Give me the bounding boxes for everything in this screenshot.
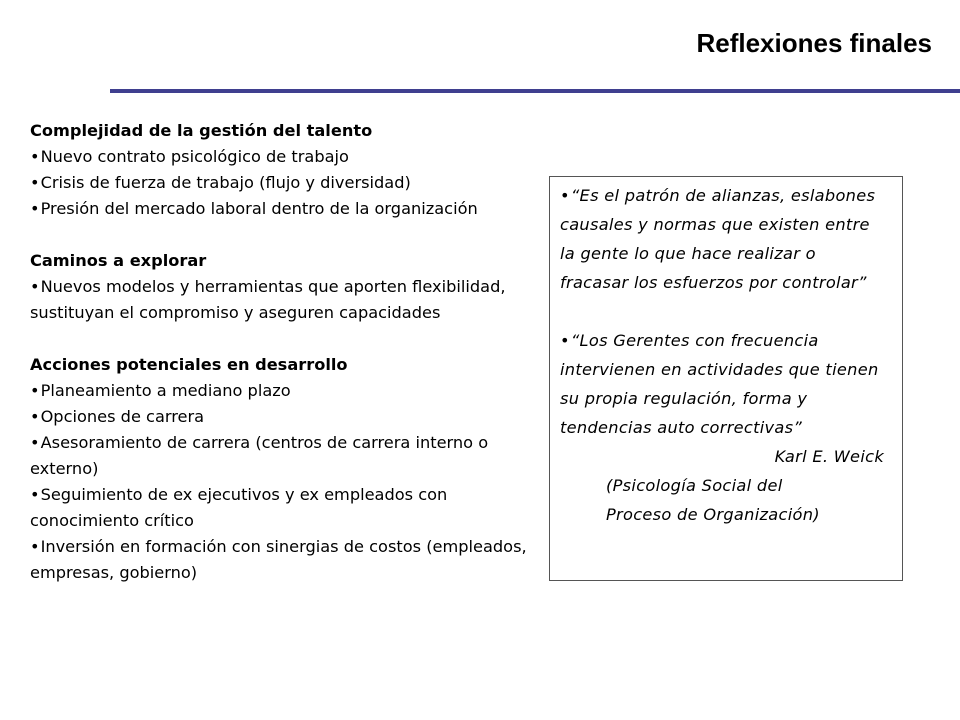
bullet-item — [30, 274, 530, 326]
section-heading: Acciones potenciales en desarrollo — [30, 355, 348, 374]
section-paths-to-explore — [30, 248, 530, 326]
bullet-item — [30, 404, 530, 430]
bullet-item — [30, 196, 530, 222]
bullet-item — [30, 378, 530, 404]
quote-author: Karl E. Weick — [774, 447, 884, 466]
quote-item — [560, 181, 888, 297]
bullet-dot: • — [560, 331, 570, 350]
bullet-text: Inversión en formación con sinergias de costos (empleados, empresas, gobierno) — [30, 537, 527, 582]
bullet-dot: • — [30, 537, 40, 556]
bullet-text: Presión del mercado laboral dentro de la organización — [40, 199, 478, 218]
bullet-text: Opciones de carrera — [40, 407, 205, 426]
quote-box — [549, 176, 903, 581]
quote-source: (Psicología Social del — [606, 476, 783, 495]
bullet-text: Crisis de fuerza de trabajo (flujo y diversidad) — [40, 173, 411, 192]
section-talent-complexity — [30, 118, 530, 222]
bullet-item — [30, 534, 530, 586]
main-content — [30, 118, 530, 612]
quote-item — [560, 326, 888, 442]
quote-source: Proceso de Organización) — [606, 505, 820, 524]
bullet-dot: • — [30, 433, 40, 452]
bullet-text: Asesoramiento de carrera (centros de carrera interno o externo) — [30, 433, 489, 478]
bullet-dot: • — [30, 147, 40, 166]
bullet-dot: • — [30, 199, 40, 218]
bullet-dot: • — [560, 186, 570, 205]
bullet-text: Nuevo contrato psicológico de trabajo — [40, 147, 349, 166]
bullet-dot: • — [30, 381, 40, 400]
bullet-text: Nuevos modelos y herramientas que aporten flexibilidad, sustituyan el compromiso y aseguren capacidades — [30, 277, 506, 322]
quote-text: “Los Gerentes con frecuencia intervienen en actividades que tienen su propia regulación, forma y tendencias auto correctivas” — [560, 331, 879, 437]
bullet-item — [30, 170, 530, 196]
quote-text: “Es el patrón de alianzas, eslabones causales y normas que existen entre la gente lo que hace realizar o fracasar los esfuerzos por controlar” — [560, 186, 876, 292]
title-underline — [110, 89, 960, 93]
bullet-text: Planeamiento a mediano plazo — [40, 381, 291, 400]
slide-title: Reflexiones finales — [696, 28, 932, 58]
bullet-dot: • — [30, 407, 40, 426]
section-heading: Caminos a explorar — [30, 251, 207, 270]
bullet-dot: • — [30, 485, 40, 504]
bullet-text: Seguimiento de ex ejecutivos y ex empleados con conocimiento crítico — [30, 485, 448, 530]
bullet-dot: • — [30, 173, 40, 192]
section-heading: Complejidad de la gestión del talento — [30, 121, 373, 140]
bullet-item — [30, 430, 530, 482]
bullet-dot: • — [30, 277, 40, 296]
bullet-item — [30, 482, 530, 534]
section-potential-actions — [30, 352, 530, 586]
bullet-item — [30, 144, 530, 170]
